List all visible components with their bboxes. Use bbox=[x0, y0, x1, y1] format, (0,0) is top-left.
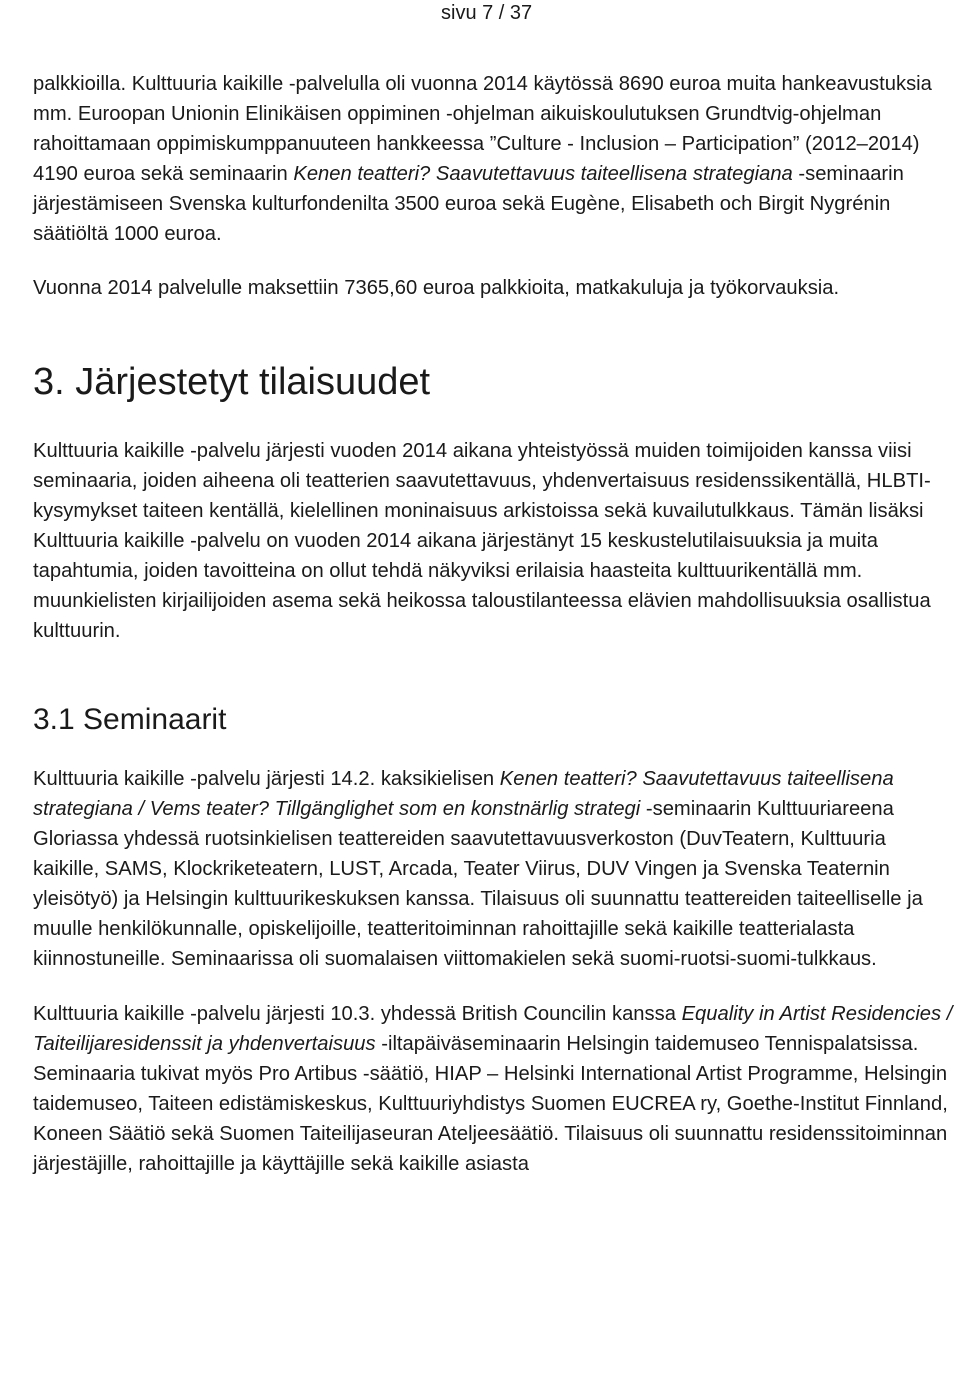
document-body bbox=[33, 69, 955, 1179]
seminar-title-emphasis: Kenen teatteri? Saavutettavuus taiteellisena strategiana bbox=[293, 163, 793, 185]
intro-text-a: palkkioilla. Kulttuuria kaikille -palvelulla oli vuonna 2014 käytössä 8690 euroa muita hankeavustuksia mm. Euroopan Unionin Elinikäisen oppiminen -ohjelman aikuiskoulutuksen Grundtvig-ohjelman rahoittamaan oppimiskumppanuuteen hankkeessa ”Culture - Inclusion – Participation” (2012–2014) 4190 euroa sekä seminaarin bbox=[33, 73, 932, 185]
section-heading-seminars: 3.1 Seminaarit bbox=[33, 703, 227, 736]
intro-text-b: -seminaarin järjestämiseen Svenska kulturfondenilta 3500 euroa sekä Eugène, Elisabeth och Birgit Nygrénin säätiöltä 1000 euroa. bbox=[33, 163, 904, 245]
intro-paragraph-payments: Vuonna 2014 palvelulle maksettiin 7365,60 euroa palkkioita, matkakuluja ja työkorvauksia. bbox=[33, 277, 840, 299]
page-number: sivu 7 / 37 bbox=[441, 2, 533, 24]
seminar-text-b: -seminaarin Kulttuuriareena Gloriassa yhdessä ruotsinkielisen teattereiden saavutettavuusverkoston (DuvTeatern, Kulttuuria kaikille, SAMS, Klockriketeatern, LUST, Arcada, Teater Viirus, DUV Vingen ja Svenska Teaternin yleisötyö) ja Helsingin kulttuurikeskuksen kanssa. Tilaisuus oli suunnattu teattereiden taiteelliselle ja muulle henkilökunnalle, opiskelijoille, teatteritoiminnan rahoittajille sekä kaikille teatterialasta kiinnostuneille. Seminaarissa oli suomalaisen viittomakielen sekä suomi-ruotsi-suomi-tulkkaus. bbox=[33, 798, 923, 970]
seminar-paragraph-residencies bbox=[33, 999, 955, 1179]
residency-text-b: -iltapäiväseminaarin Helsingin taidemuseo Tennispalatsissa. Seminaaria tukivat myös Pro Artibus -säätiö, HIAP – Helsinki International Artist Programme, Helsingin taidemuseo, Taiteen edistämiskeskus, Kulttuuriyhdistys Suomen EUCREA ry, Goethe-Institut Finnland, Koneen Säätiö sekä Suomen Taiteilijaseuran Ateljeesäätiö. Tilaisuus oli suunnattu residenssitoiminnan järjestäjille, rahoittajille ja käyttäjille sekä kaikille asiasta bbox=[33, 1033, 948, 1175]
seminar-text-a: Kulttuuria kaikille -palvelu järjesti 14.2. kaksikielisen bbox=[33, 768, 500, 790]
residency-text-a: Kulttuuria kaikille -palvelu järjesti 10.3. yhdessä British Councilin kanssa bbox=[33, 1003, 682, 1025]
seminar-theatre-title-emphasis: Kenen teatteri? Saavutettavuus taiteellisena strategiana / Vems teater? Tillgänglighet som en konstnärlig strategi bbox=[33, 768, 894, 820]
residency-title-emphasis: Equality in Artist Residencies / Taiteilijaresidenssit ja yhdenvertaisuus bbox=[33, 1003, 953, 1055]
seminar-paragraph-theatre bbox=[33, 764, 955, 974]
events-paragraph: Kulttuuria kaikille -palvelu järjesti vuoden 2014 aikana yhteistyössä muiden toimijoiden kanssa viisi seminaaria, joiden aiheena oli teatterien saavutettavuus, yhdenvertaisuus residenssikentällä, HLBTI-kysymykset taiteen kentällä, kielellinen moninaisuus arkistoissa sekä kuvailutulkkaus. Tämän lisäksi Kulttuuria kaikille -palvelu on vuoden 2014 aikana järjestänyt 15 keskustelutilaisuuksia ja muita tapahtumia, joiden tavoitteina on ollut tehdä näkyviksi erilaisia haasteita kulttuurikentällä mm. muunkielisten kirjailijoiden asema sekä heikossa taloustilanteessa elävien mahdollisuuksia osallistua kulttuurin. bbox=[33, 440, 931, 642]
section-heading-events: 3. Järjestetyt tilaisuudet bbox=[33, 361, 431, 403]
intro-paragraph-funding bbox=[33, 69, 955, 249]
